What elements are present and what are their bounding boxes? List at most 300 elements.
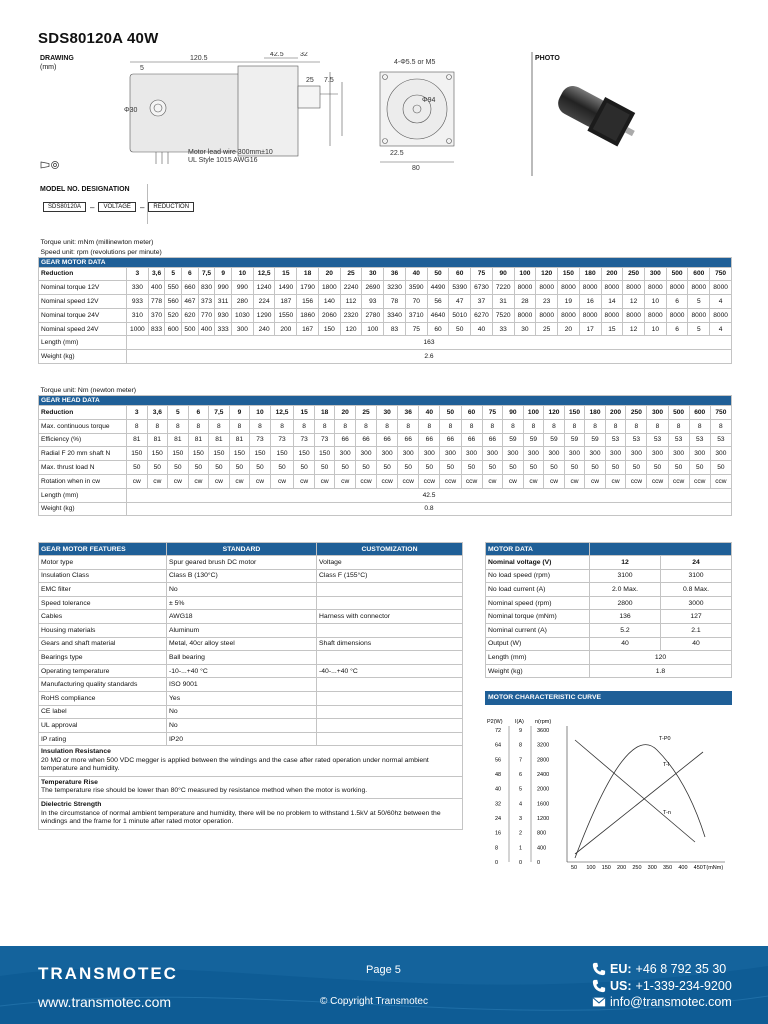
features-cell	[317, 623, 463, 637]
dim-shaft: 32	[300, 52, 308, 58]
features-cell: Gears and shaft material	[39, 637, 167, 651]
reduction-cell: 3	[127, 406, 148, 420]
row-label: Max. continuous torque	[39, 419, 127, 433]
table-cell: 53	[710, 433, 731, 447]
table-cell: 300	[544, 447, 565, 461]
table-cell: 4640	[427, 308, 449, 322]
table-cell: 59	[523, 433, 544, 447]
table-cell: 311	[215, 295, 232, 309]
features-cell	[317, 732, 463, 746]
eu-contact[interactable]	[592, 962, 726, 976]
n-tick: 2000	[537, 786, 550, 793]
table-cell: 50	[250, 461, 271, 475]
table-cell: 300	[419, 447, 440, 461]
table-cell: 47	[449, 295, 471, 309]
motor-photo	[549, 80, 639, 152]
table-cell: 8000	[579, 281, 601, 295]
dim-7-5: 7.5	[324, 77, 334, 84]
table-cell: 19	[558, 295, 580, 309]
reduction-cell: 60	[449, 267, 471, 281]
us-phone[interactable]: +1-339-234-9200	[635, 979, 732, 993]
table-cell: 8	[314, 419, 335, 433]
ul-style-note: UL Style 1015 AWG16	[188, 157, 258, 164]
table-cell: 50	[127, 461, 148, 475]
table-header: GEAR MOTOR DATA	[39, 257, 732, 267]
i-tick: 1	[519, 845, 523, 852]
table-cell: cw	[168, 474, 189, 488]
table-header-row	[39, 396, 732, 406]
i-tick: 6	[519, 772, 523, 778]
photo-section	[532, 52, 732, 176]
length-row	[39, 336, 732, 350]
dim-length: 120.5	[190, 55, 208, 62]
eu-phone[interactable]: +46 8 792 35 30	[635, 962, 727, 976]
features-cell: Speed tolerance	[39, 596, 167, 610]
table-cell: 300	[564, 447, 585, 461]
features-note	[39, 746, 463, 777]
motor-data-cell: 2.1	[661, 623, 732, 637]
n-tick: 400	[537, 845, 547, 852]
table-cell: 50	[461, 461, 482, 475]
email-address[interactable]: info@transmotec.com	[610, 995, 732, 1009]
table-cell: 50	[689, 461, 710, 475]
reduction-cell: 12,5	[253, 267, 275, 281]
table-cell: ccw	[377, 474, 398, 488]
voltage-box: VOLTAGE	[98, 202, 135, 212]
drawing-section	[38, 52, 532, 176]
reduction-cell: 180	[585, 406, 606, 420]
table-cell: 93	[362, 295, 384, 309]
table-cell: 770	[198, 308, 215, 322]
n-tick: 0	[537, 860, 541, 866]
gear-head-data-table	[38, 386, 732, 516]
table-cell: 8	[377, 419, 398, 433]
reduction-cell: 60	[461, 406, 482, 420]
table-cell: 8000	[536, 281, 558, 295]
features-cell: Ball bearing	[167, 651, 317, 665]
table-cell: 66	[355, 433, 376, 447]
table-cell: 59	[503, 433, 524, 447]
table-cell: 8	[689, 419, 710, 433]
table-cell: 50	[710, 461, 731, 475]
i-tick: 2	[519, 830, 523, 837]
features-note-row	[39, 799, 463, 830]
table-cell: 66	[461, 433, 482, 447]
features-cell: UL approval	[39, 719, 167, 733]
features-header: GEAR MOTOR FEATURES	[39, 543, 167, 556]
table-cell: 20	[558, 322, 580, 336]
motor-characteristic-curve	[485, 712, 732, 872]
email-contact[interactable]	[592, 995, 732, 1009]
curve-axis-title: I(A)	[515, 719, 524, 725]
table-cell: ccw	[647, 474, 668, 488]
motor-data-cell: 1.8	[590, 664, 732, 678]
table-cell: 8	[461, 419, 482, 433]
table-cell: 16	[579, 295, 601, 309]
table-cell: 200	[275, 322, 297, 336]
n-tick: 2400	[537, 772, 550, 778]
features-cell: CE label	[39, 705, 167, 719]
reduction-cell: 100	[514, 267, 536, 281]
note-title: Insulation Resistance	[41, 748, 111, 756]
table-cell: 42.5	[127, 488, 732, 502]
table-cell: 40	[471, 322, 493, 336]
table-cell: 6730	[471, 281, 493, 295]
reduction-cell: 75	[482, 406, 503, 420]
p2-tick: 0	[495, 860, 499, 866]
table-cell: 778	[148, 295, 165, 309]
features-cell	[317, 719, 463, 733]
copyright: © Copyright Transmotec	[320, 996, 428, 1007]
table-cell: 50	[147, 461, 168, 475]
curve-label: T-n	[663, 810, 671, 816]
features-cell: IP20	[167, 732, 317, 746]
dim-head: 42.5	[270, 52, 284, 58]
table-cell: cw	[188, 474, 209, 488]
table-cell: 300	[523, 447, 544, 461]
table-cell: 300	[626, 447, 647, 461]
table-cell: 50	[188, 461, 209, 475]
motor-data-header-row	[486, 543, 732, 556]
table-cell: 550	[165, 281, 182, 295]
table-cell: 73	[294, 433, 315, 447]
row-label: Nominal speed 12V	[39, 295, 127, 309]
features-cell: Metal, 40cr alloy steel	[167, 637, 317, 651]
model-designation-row	[43, 202, 194, 212]
table-cell: 120	[340, 322, 362, 336]
hole-note: 4-Φ5.5 or M5	[394, 59, 436, 66]
reduction-cell: 200	[605, 406, 626, 420]
table-note-row	[39, 386, 732, 396]
features-cell	[317, 705, 463, 719]
p2-tick: 8	[495, 845, 499, 852]
features-row	[39, 623, 463, 637]
table-cell: 8000	[688, 308, 710, 322]
features-cell: Operating temperature	[39, 664, 167, 678]
i-tick: 0	[519, 860, 523, 866]
features-row	[39, 596, 463, 610]
table-cell: 5	[688, 322, 710, 336]
table-cell: cw	[127, 474, 148, 488]
dim-phi94: Φ94	[422, 97, 436, 104]
reduction-cell: 5	[165, 267, 182, 281]
features-row	[39, 583, 463, 597]
features-cell: No	[167, 719, 317, 733]
table-cell: 300	[355, 447, 376, 461]
table-cell: cw	[544, 474, 565, 488]
motor-data-cell: 127	[661, 610, 732, 624]
table-note: Torque unit: mNm (millinewton meter)	[40, 239, 154, 247]
page-title: SDS80120A 40W	[38, 30, 159, 47]
website-link[interactable]: www.transmotec.com	[38, 994, 172, 1010]
table-cell: 167	[297, 322, 319, 336]
table-cell: 8	[605, 419, 626, 433]
motor-data-cell: 40	[590, 637, 661, 651]
note-text: In the circumstance of normal ambient temperature and humidity, there will be no problem to withstand 1.5kV at 50/60hz between the windings and the frame for 1 minute after rated motor operation.	[41, 809, 441, 825]
table-cell: 8000	[710, 281, 732, 295]
reduction-cell: 600	[688, 267, 710, 281]
table-cell: 66	[440, 433, 461, 447]
reduction-cell: 750	[710, 406, 731, 420]
mail-icon	[592, 995, 606, 1009]
reduction-cell: 9	[229, 406, 250, 420]
projection-symbol-icon	[40, 160, 62, 170]
motor-data-header-blank	[590, 543, 732, 556]
table-cell: 81	[188, 433, 209, 447]
table-cell: 8	[294, 419, 315, 433]
row-label: Output (W)	[486, 637, 590, 651]
motor-data-row	[486, 583, 732, 597]
table-cell: 53	[626, 433, 647, 447]
reduction-cell: 600	[689, 406, 710, 420]
n-tick: 800	[537, 830, 547, 837]
table-cell: 66	[377, 433, 398, 447]
features-note	[39, 776, 463, 798]
table-cell: 8	[209, 419, 230, 433]
row-label: Nominal speed (rpm)	[486, 596, 590, 610]
reduction-cell: 3,6	[148, 267, 165, 281]
table-row	[39, 474, 732, 488]
table-cell: 15	[601, 322, 623, 336]
motor-dimension-drawing	[38, 52, 532, 176]
table-cell: 300	[605, 447, 626, 461]
table-cell: 930	[215, 308, 232, 322]
table-cell: 400	[198, 322, 215, 336]
p2-tick: 32	[495, 801, 502, 808]
table-cell: 14	[601, 295, 623, 309]
table-cell: 150	[314, 447, 335, 461]
row-label: Weight (kg)	[39, 502, 127, 516]
reduction-cell: 40	[405, 267, 427, 281]
features-cell: Harness with connector	[317, 610, 463, 624]
i-tick: 8	[519, 742, 523, 749]
reduction-cell: 6	[182, 267, 199, 281]
table-cell: 66	[419, 433, 440, 447]
table-cell: 8	[419, 419, 440, 433]
us-contact[interactable]	[592, 979, 732, 993]
row-label: Weight (kg)	[39, 350, 127, 364]
n-tick: 3600	[537, 728, 550, 734]
table-row	[39, 419, 732, 433]
features-cell: Class F (155°C)	[317, 569, 463, 583]
table-cell: 8	[710, 419, 731, 433]
table-cell: 23	[536, 295, 558, 309]
reduction-cell: 120	[536, 267, 558, 281]
row-label: No load current (A)	[486, 583, 590, 597]
table-cell: 59	[564, 433, 585, 447]
motor-data-cell: 120	[590, 651, 732, 665]
table-cell: 50	[626, 461, 647, 475]
reduction-cell: 10	[250, 406, 271, 420]
motor-data-cell: 5.2	[590, 623, 661, 637]
table-cell: 8	[398, 419, 419, 433]
table-cell: 224	[253, 295, 275, 309]
table-header: GEAR HEAD DATA	[39, 396, 732, 406]
table-cell: 0.8	[127, 502, 732, 516]
features-row	[39, 610, 463, 624]
table-cell: 50	[605, 461, 626, 475]
t-tick: 400	[678, 865, 688, 871]
table-cell: 933	[127, 295, 149, 309]
reduction-cell: 200	[601, 267, 623, 281]
reduction-cell: 500	[668, 406, 689, 420]
table-cell: 7520	[492, 308, 514, 322]
reduction-cell: 300	[647, 406, 668, 420]
motor-data-cell: 2.0 Max.	[590, 583, 661, 597]
table-cell: 112	[340, 295, 362, 309]
motor-data-cell: 3100	[590, 569, 661, 583]
drawing-unit: (mm)	[40, 64, 57, 71]
table-cell: 8000	[601, 308, 623, 322]
features-row	[39, 732, 463, 746]
table-cell: 8	[668, 419, 689, 433]
table-cell: 50	[482, 461, 503, 475]
table-cell: 50	[270, 461, 294, 475]
table-cell: 50	[419, 461, 440, 475]
reduction-cell: 250	[623, 267, 645, 281]
weight-row	[39, 350, 732, 364]
table-cell: 7220	[492, 281, 514, 295]
features-cell: Yes	[167, 691, 317, 705]
table-cell: ccw	[355, 474, 376, 488]
reduction-cell: 9	[215, 267, 232, 281]
note-text: 20 MΩ or more when 500 VDC megger is applied between the windings and the case after rated operation under normal ambient temperature and humidity.	[41, 756, 429, 772]
table-cell: 370	[148, 308, 165, 322]
features-cell: Housing materials	[39, 623, 167, 637]
table-cell: 8000	[623, 308, 645, 322]
length-row	[486, 651, 732, 665]
reduction-cell: 36	[398, 406, 419, 420]
table-cell: 8000	[514, 308, 536, 322]
n-tick: 3200	[537, 742, 550, 749]
table-cell: 280	[232, 295, 254, 309]
table-cell: 8	[147, 419, 168, 433]
table-cell: ccw	[689, 474, 710, 488]
reduction-cell: 15	[275, 267, 297, 281]
table-cell: 10	[644, 322, 666, 336]
table-cell: 3340	[384, 308, 406, 322]
row-label: Nominal current (A)	[486, 623, 590, 637]
reduction-label: Reduction	[39, 406, 127, 420]
table-header-row	[39, 257, 732, 267]
motor-data-row	[486, 610, 732, 624]
table-cell: 150	[168, 447, 189, 461]
table-cell: 600	[165, 322, 182, 336]
table-cell: 81	[209, 433, 230, 447]
table-cell: 150	[188, 447, 209, 461]
table-cell: 467	[182, 295, 199, 309]
motor-data-cell: 2800	[590, 596, 661, 610]
table-cell: 50	[449, 322, 471, 336]
table-cell: 150	[147, 447, 168, 461]
table-cell: 8000	[579, 308, 601, 322]
curve-axis-title: n(rpm)	[535, 719, 552, 725]
dim-5: 5	[140, 65, 144, 72]
features-cell: Spur geared brush DC motor	[167, 556, 317, 570]
reduction-cell: 7,5	[198, 267, 215, 281]
current-curve	[575, 752, 703, 854]
row-label: Length (mm)	[486, 651, 590, 665]
reduction-row	[39, 267, 732, 281]
table-cell: 2320	[340, 308, 362, 322]
reduction-cell: 100	[523, 406, 544, 420]
features-cell	[317, 651, 463, 665]
reduction-cell: 20	[335, 406, 356, 420]
table-cell: 8000	[623, 281, 645, 295]
table-cell: 300	[440, 447, 461, 461]
eu-label: EU:	[610, 962, 632, 976]
table-cell: 8000	[601, 281, 623, 295]
features-row	[39, 691, 463, 705]
table-cell: 150	[127, 447, 148, 461]
table-cell: 25	[536, 322, 558, 336]
table-cell: 83	[384, 322, 406, 336]
features-cell: Insulation Class	[39, 569, 167, 583]
table-cell: cw	[209, 474, 230, 488]
features-cell: Bearings type	[39, 651, 167, 665]
reduction-cell: 7,5	[209, 406, 230, 420]
reduction-cell: 5	[168, 406, 189, 420]
note-text: The temperature rise should be lower than 80°C measured by resistance method when the motor is working.	[41, 787, 368, 795]
features-cell: Class B (130°C)	[167, 569, 317, 583]
reduction-label: Reduction	[39, 267, 127, 281]
table-cell: 3710	[405, 308, 427, 322]
table-cell: 50	[355, 461, 376, 475]
i-tick: 7	[519, 757, 523, 764]
curve-header: MOTOR CHARACTERISTIC CURVE	[485, 691, 732, 705]
table-cell: 8	[127, 419, 148, 433]
table-cell: 8	[355, 419, 376, 433]
reduction-cell: 300	[644, 267, 666, 281]
table-cell: 240	[253, 322, 275, 336]
reduction-cell: 90	[492, 267, 514, 281]
table-cell: 3230	[384, 281, 406, 295]
table-cell: 70	[405, 295, 427, 309]
table-cell: 300	[335, 447, 356, 461]
table-cell: 56	[427, 295, 449, 309]
t-tick: 100	[586, 865, 596, 871]
table-cell: 330	[127, 281, 149, 295]
table-cell: 33	[492, 322, 514, 336]
model-designation-label: MODEL NO. DESIGNATION	[40, 186, 130, 193]
phone-icon	[592, 962, 606, 976]
reduction-box: REDUCTION	[148, 202, 194, 212]
speed-curve	[575, 740, 695, 842]
voltage-cell: 24	[661, 556, 732, 570]
table-cell: 8000	[514, 281, 536, 295]
table-cell: 81	[229, 433, 250, 447]
row-label: Efficiency (%)	[39, 433, 127, 447]
table-cell: 8000	[644, 281, 666, 295]
table-cell: 8000	[666, 281, 688, 295]
table-cell: 8	[188, 419, 209, 433]
motor-data-cell: 136	[590, 610, 661, 624]
table-cell: 50	[168, 461, 189, 475]
table-cell: 73	[270, 433, 294, 447]
features-header: CUSTOMIZATION	[317, 543, 463, 556]
p2-tick: 16	[495, 830, 502, 837]
table-cell: 12	[623, 295, 645, 309]
table-row	[39, 447, 732, 461]
table-cell: 50	[209, 461, 230, 475]
i-tick: 3	[519, 816, 523, 822]
table-cell: 150	[250, 447, 271, 461]
table-cell: 50	[564, 461, 585, 475]
reduction-cell: 75	[471, 267, 493, 281]
row-label: Length (mm)	[39, 336, 127, 350]
i-tick: 4	[519, 801, 523, 808]
table-cell: 520	[165, 308, 182, 322]
